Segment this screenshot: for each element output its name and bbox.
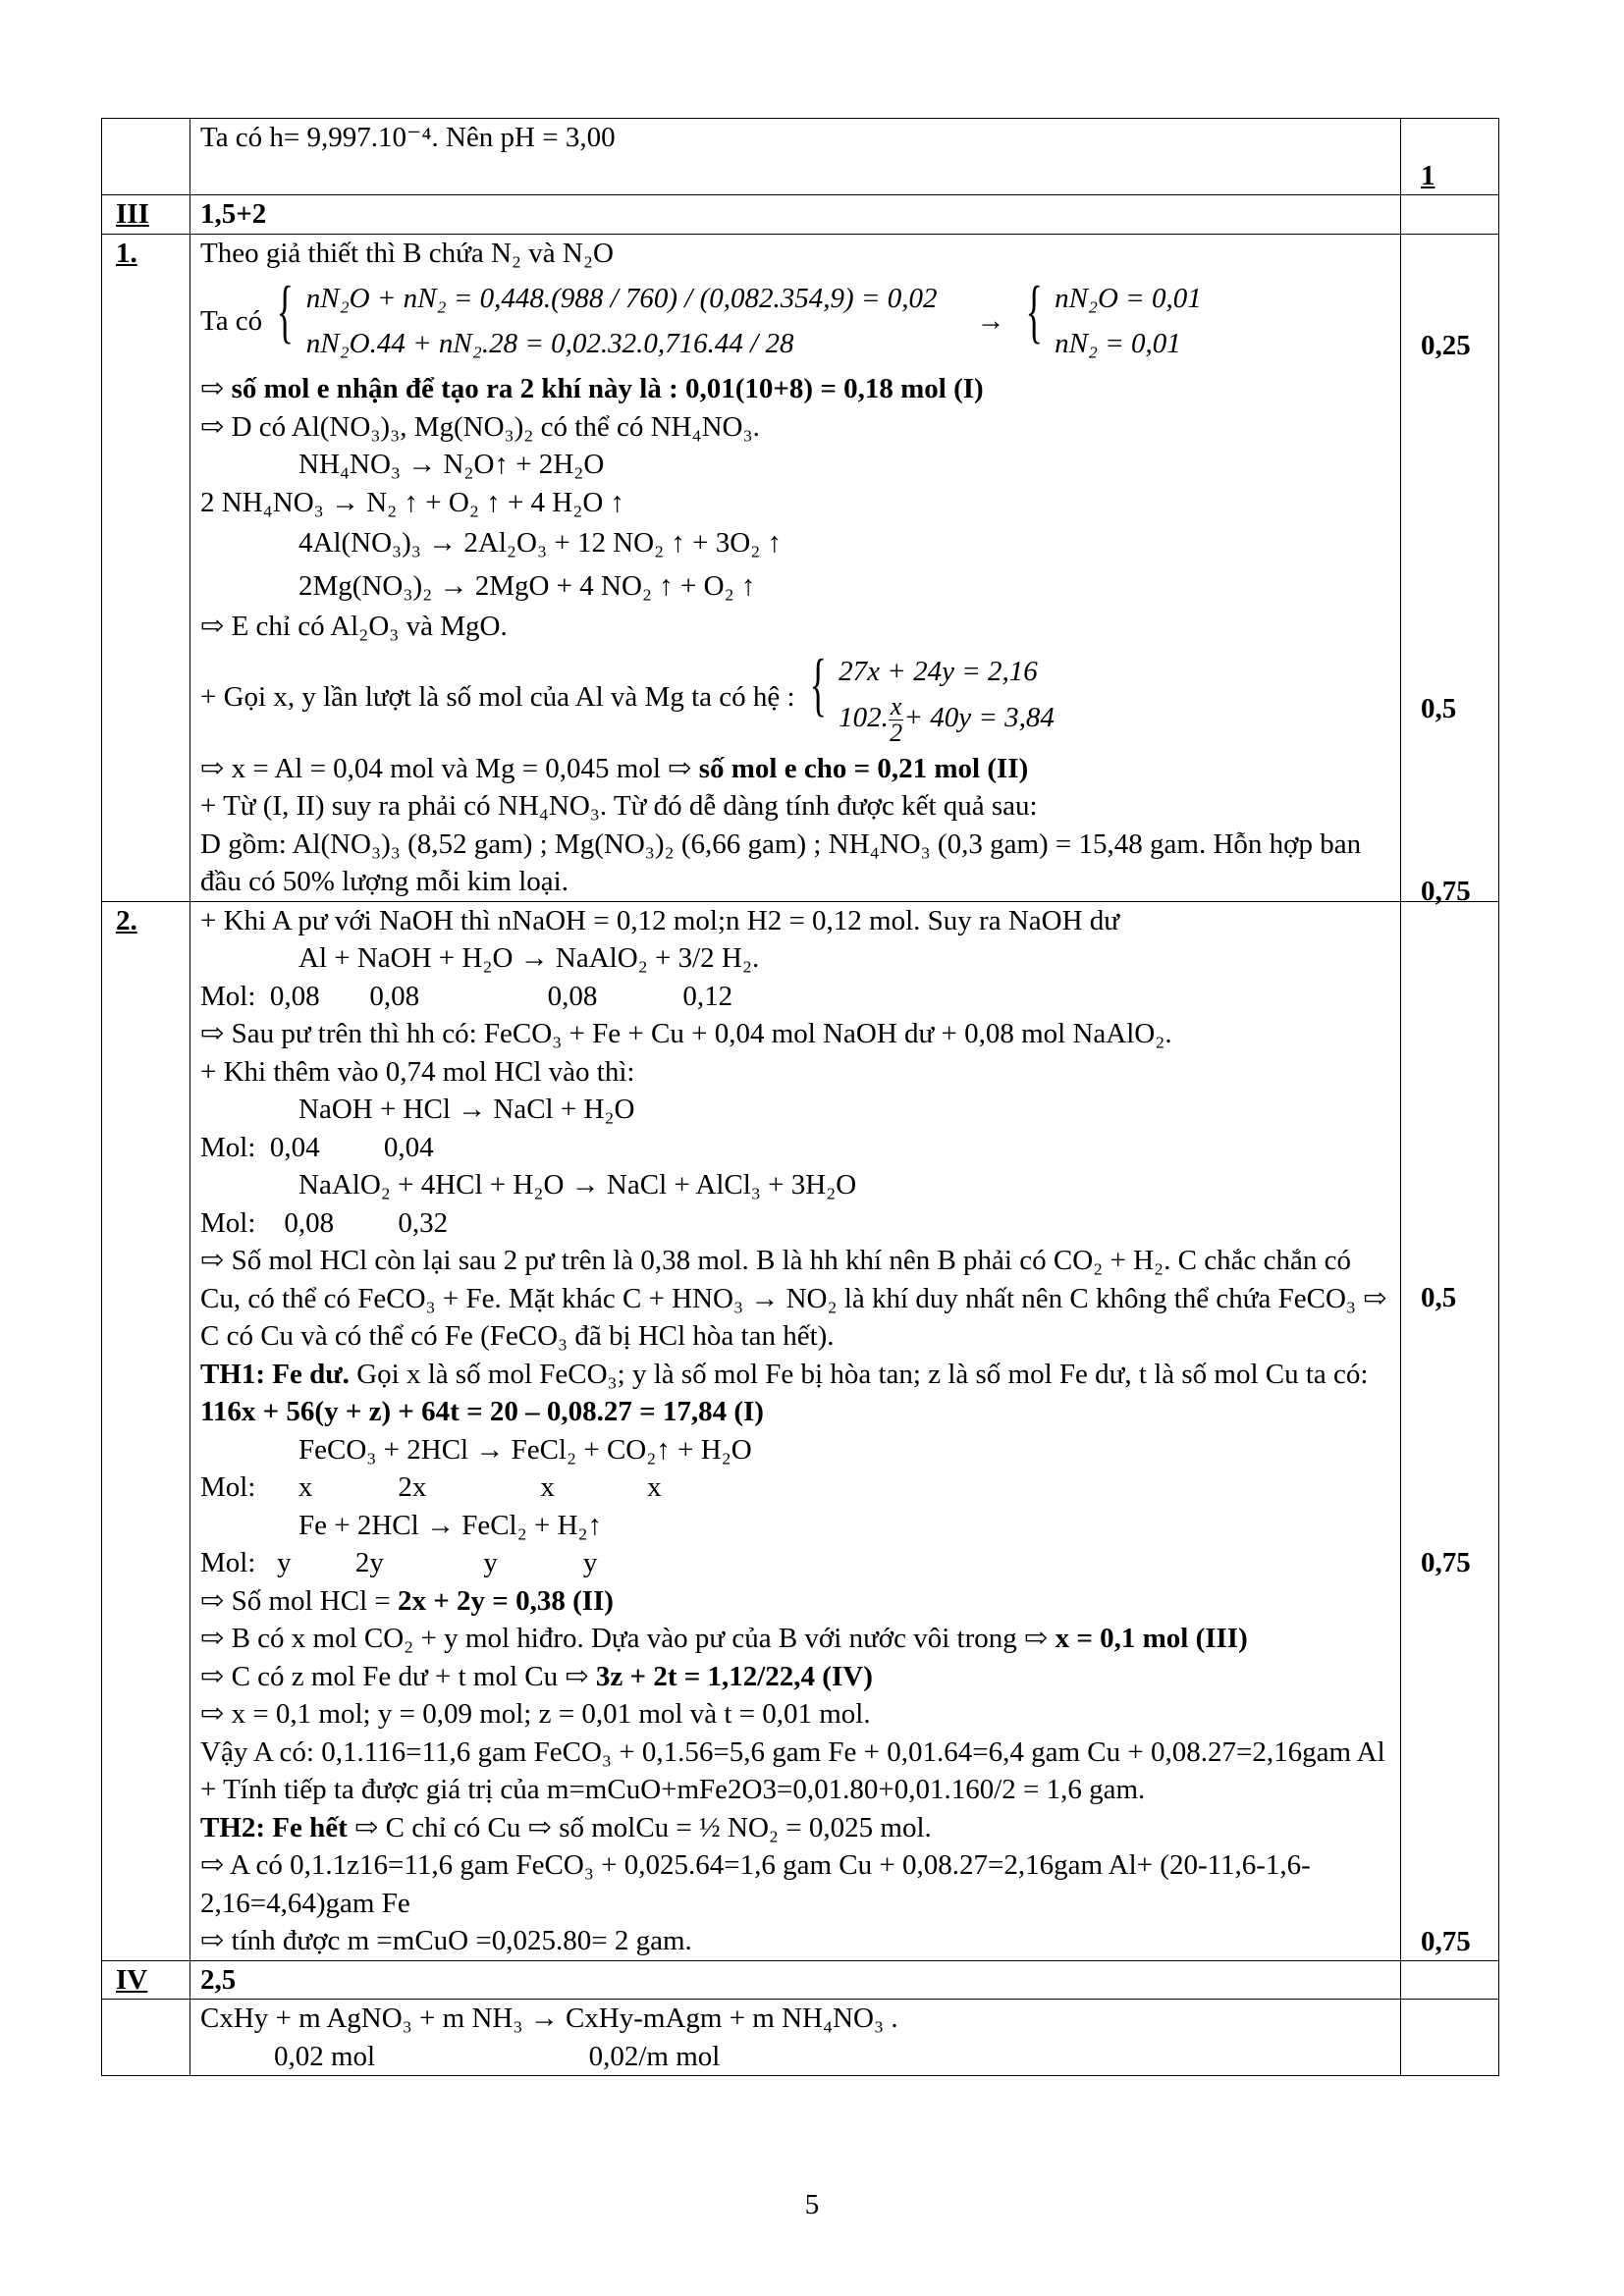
text-line: + Từ (I, II) suy ra phải có NH₄NO₃. Từ đó dễ dàng tính được kết quả sau: [200,790,1038,822]
section-score: 1,5+2 [190,195,1401,235]
text-line: x = Al = 0,04 mol và Mg = 0,045 mol [231,752,661,784]
arrow-right-icon [200,753,224,784]
question-number: 1. [102,234,190,901]
arrow-right-icon [200,373,224,404]
answer-table [101,118,1499,2076]
arrow-right-icon [200,1623,224,1654]
equation-system: Ta có { nN₂O + nN₂ = 0,448.(988 / 760) / (0,082.354,9) = 0,02 nN₂O.44 + nN₂.28 = 0,02.32.0,716.44 / 28 → { nN₂O = 0,01 nN₂ = 0,01 [200,272,1202,359]
text-line: C có z mol Fe dư + t mol Cu [231,1660,559,1692]
text-line: 2x + 2y = 0,38 (II) [398,1584,614,1617]
arrow-right-icon [565,1661,588,1692]
mol-line: Mol: 0,08 0,08 0,08 0,12 [200,980,733,1012]
text-line: + Khi thêm vào 0,74 mol HCl vào thì: [200,1055,635,1088]
text-line: B có x mol CO₂ + y mol hiđro. Dựa vào pư của B với nước vôi trong [231,1623,1017,1654]
text-line: C có Cu và có thể có Fe (FeCO₃ đã bị HCl hòa tan hết). [200,1320,835,1352]
equation-line: CxHy + m AgNO₃ + m NH₃ → CxHy-mAgm + m NH₄NO₃ . [200,2002,898,2034]
question-number: 2. [102,901,190,1960]
score: 1 [1421,159,1435,191]
case-label: TH1: Fe dư. [200,1358,350,1390]
mol-line: Mol: x 2x x x [200,1471,662,1503]
text-line: E chỉ có Al₂O₃ và MgO. [231,611,508,642]
arrow-right-icon [528,1812,552,1843]
table-row [102,1960,1499,2000]
mol-line: 0,02 mol 0,02/m mol [274,2040,721,2072]
score: 0,75 [1421,1546,1471,1578]
text-line: số mol e nhận để tạo ra 2 khí này là : 0,01(10+8) = 0,18 mol (I) [231,373,984,404]
score: 0,75 [1421,1925,1471,1957]
arrow-right-icon [200,1698,224,1730]
text-line: D gồm: Al(NO₃)₃ (8,52 gam) ; Mg(NO₃)₂ (6,66 gam) ; NH₄NO₃ (0,3 gam) = 15,48 gam. Hỗn hợp ban đầu có 50% lượng mỗi kim loại. [200,828,1362,897]
table-row [102,195,1499,235]
mol-line: Mol: 0,04 0,04 [200,1131,434,1163]
arrow-right-icon [200,1925,224,1956]
arrow-right-icon [200,1661,224,1692]
equation-line: 2Mg(NO₃)₂ → 2MgO + 4 NO₂ ↑ + O₂ ↑ [298,570,756,602]
text-line: Số mol HCl còn lại sau 2 pư trên là 0,38 mol. B là hh khí nên B phải có CO₂ + H₂. C chắc chắn có Cu, có thể có FeCO₃ + Fe. Mặt khác C + HNO₃ → NO₂ là khí duy nhất nên C không thể chứa FeCO₃ [200,1245,1357,1314]
arrow-right-icon [354,1812,378,1843]
text-line: D có Al(NO₃)₃, Mg(NO₃)₂ có thể có NH₄NO₃. [231,410,760,443]
text-line: Số mol HCl = [231,1584,399,1617]
text-line: C chỉ có Cu [385,1811,521,1843]
section-number: IV [102,1960,190,2000]
text-line: x = 0,1 mol; y = 0,09 mol; z = 0,01 mol và t = 0,01 mol. [231,1698,871,1730]
text-line: + Khi A pư với NaOH thì nNaOH = 0,12 mol;n H2 = 0,12 mol. Suy ra NaOH dư [200,904,1119,936]
score: 0,5 [1421,692,1457,724]
page-number: 5 [804,2189,820,2220]
arrow-right-icon [200,1245,224,1276]
text-line: x = 0,1 mol (III) [1055,1623,1248,1654]
equation-line: NH₄NO₃ → N₂O↑ + 2H₂O [298,449,605,480]
arrow-right-icon [200,1585,224,1617]
equation-line: Al + NaOH + H₂O → NaAlO₂ + 3/2 H₂. [298,942,760,974]
arrow-right-icon [200,1018,224,1049]
equation-line: FeCO₃ + 2HCl → FeCl₂ + CO₂↑ + H₂O [298,1433,752,1466]
text-line: 116x + 56(y + z) + 64t = 20 – 0,08.27 = 17,84 (I) [200,1396,764,1427]
text-line: số mol e cho = 0,21 mol (II) [698,752,1029,784]
score: 0,75 [1421,875,1471,907]
text-line: A có 0,1.1z16=11,6 gam FeCO₃ + 0,025.64=1,6 gam Cu + 0,08.27=2,16gam Al+ (20-11,6-1,6-2,16=4,64)gam Fe [200,1849,1311,1919]
table-row [102,119,1499,195]
equation-line: NaAlO₂ + 4HCl + H₂O → NaCl + AlCl₃ + 3H₂O [298,1169,857,1201]
text-line: số molCu = ½ NO₂ = 0,025 mol. [559,1811,932,1843]
arrow-right-icon [1363,1283,1386,1314]
text-line: tính được m =mCuO =0,025.80= 2 gam. [231,1925,692,1956]
equation-line: NaOH + HCl → NaCl + H₂O [298,1094,635,1125]
score: 0,5 [1421,1281,1457,1313]
mol-line: Mol: y 2y y y [200,1547,598,1578]
table-row [102,901,1499,1960]
arrow-right-icon [668,753,691,784]
arrow-right-icon [1024,1623,1048,1654]
equation-line: Fe + 2HCl → FeCl₂ + H₂↑ [298,1509,603,1541]
equation-line: 2 NH₄NO₃ → N₂ ↑ + O₂ ↑ + 4 H₂O ↑ [200,486,625,518]
text-line: Ta có h= 9,997.10⁻⁴. Nên pH = 3,00 [200,122,616,153]
text-line: 3z + 2t = 1,12/22,4 (IV) [595,1660,873,1692]
text-line: Vậy A có: 0,1.116=11,6 gam FeCO₃ + 0,1.56=5,6 gam Fe + 0,01.64=6,4 gam Cu + 0,08.27=2,16gam Al [200,1735,1385,1768]
table-row [102,234,1499,901]
arrow-right-icon [200,411,224,443]
equation-line: 4Al(NO₃)₃ → 2Al₂O₃ + 12 NO₂ ↑ + 3O₂ ↑ [298,527,783,559]
text-line: Sau pư trên thì hh có: FeCO₃ + Fe + Cu + 0,04 mol NaOH dư + 0,08 mol NaAlO₂. [231,1018,1172,1049]
text-line: Gọi x là số mol FeCO₃; y là số mol Fe bị hòa tan; z là số mol Fe dư, t là số mol Cu ta có: [349,1358,1369,1390]
table-row [102,2000,1499,2076]
arrow-right-icon [200,611,224,642]
arrow-right-icon [200,1849,224,1881]
equation-system: + Gọi x, y lần lượt là số mol của Al và Mg ta có hệ : { 27x + 24y = 2,16 102. $\frac{x}{2}$ + 40y = 3,84 [200,645,1055,747]
section-number: III [102,195,190,235]
text-line: + Tính tiếp ta được giá trị của m=mCuO+mFe2O3=0,01.80+0,01.160/2 = 1,6 gam. [200,1774,1146,1805]
mol-line: Mol: 0,08 0,32 [200,1206,449,1239]
score: 0,25 [1421,329,1471,361]
section-score: 2,5 [190,1960,1401,2000]
text-line: Theo giả thiết thì B chứa N₂ và N₂O [200,237,614,269]
case-label: TH2: Fe hết [200,1811,348,1843]
